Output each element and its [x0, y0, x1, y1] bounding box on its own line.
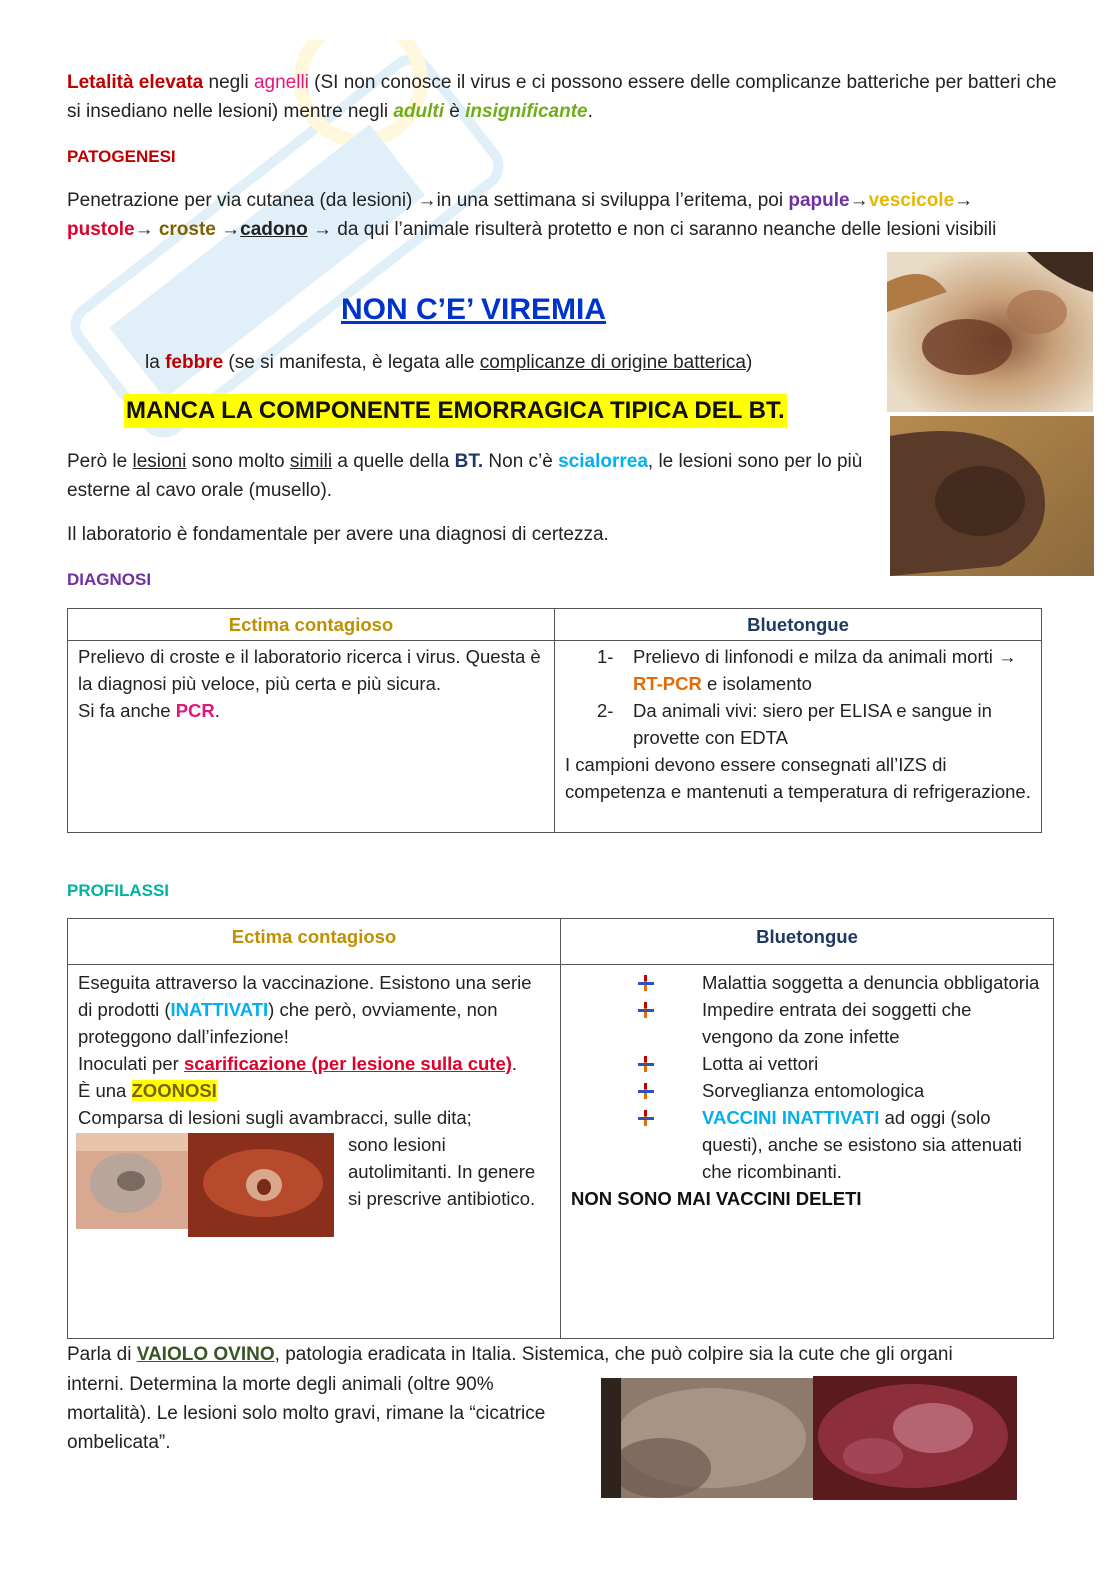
arrow-icon: →: [998, 646, 1017, 667]
text-span: , patologia eradicata in Italia. Sistemica, che può colpire sia la cute che gli organi: [274, 1344, 953, 1365]
pero-paragraph: [67, 447, 867, 505]
pin-bullet-icon: [638, 975, 654, 991]
text-span: e isolamento: [701, 673, 812, 694]
list-item: [638, 1050, 1043, 1077]
vescicole-text: vescicole: [868, 190, 955, 211]
viremia-heading: NON C’E’ VIREMIA: [341, 293, 607, 326]
diagnosi-col-bluetongue: Bluetongue: [555, 609, 1042, 641]
profilassi-ectima-cell: [68, 965, 561, 1339]
block: [78, 1131, 550, 1241]
emorragica-heading: MANCA LA COMPONENTE EMORRAGICA TIPICA DEL BT.: [124, 394, 787, 428]
pin-bullet-icon: [638, 1083, 654, 1099]
block: Comparsa di lesioni sugli avambracci, sulle dita;: [78, 1107, 472, 1128]
text-span: Lotta ai vettori: [702, 1053, 819, 1074]
diagnosi-col-ectima: Ectima contagioso: [68, 609, 555, 641]
inattivati-text: INATTIVATI: [170, 999, 269, 1020]
diagnosi-pcr-line: [78, 697, 544, 724]
text-span: Impedire entrata dei soggetti che vengono da zone infette: [702, 999, 972, 1047]
febbre-paragraph: [145, 348, 865, 377]
profilassi-bt-list: [638, 969, 1043, 1185]
text-span: sono molto: [186, 451, 290, 472]
block: [78, 969, 550, 1050]
text-span: ): [745, 352, 753, 373]
scarificazione-text: scarificazione (per lesione sulla cute): [183, 1053, 512, 1074]
num: 1-: [597, 646, 614, 667]
sheep-muzzle-photo: [890, 416, 1094, 576]
text-span: (SI non conosce il virus e ci possono essere delle complicanze batteriche per batteri che si insediano nelle lesioni) mentre negli: [67, 72, 1057, 122]
arm-lesion-photo: [188, 1133, 334, 1237]
text-span: Prelievo di linfonodi e milza da animali morti: [633, 646, 999, 667]
vaccini-inattivati-text: VACCINI INATTIVATI: [702, 1107, 880, 1128]
block: [78, 1077, 550, 1104]
diagnosi-bt-list: [565, 643, 1031, 751]
text-span: Però le: [67, 451, 133, 472]
diagnosi-ectima-cell: [68, 641, 555, 833]
finger-lesion-photo: [76, 1133, 188, 1229]
sheep-mouth-lesion-photo: [887, 252, 1093, 412]
list-item: [638, 1077, 1043, 1104]
text-span: negli: [203, 72, 254, 93]
simili-text: simili: [289, 451, 333, 472]
profilassi-col-ectima: Ectima contagioso: [68, 919, 561, 965]
letalita-text: Letalità elevata: [67, 72, 204, 93]
pin-bullet-icon: [638, 1056, 654, 1072]
text-span: Malattia soggetta a denuncia obbligatoria: [702, 972, 1040, 993]
list-item: [638, 969, 1043, 996]
arrow-icon: →: [954, 190, 974, 211]
complicanze-text: complicanze di origine batterica: [479, 352, 746, 373]
text-span: .: [587, 101, 593, 122]
patogenesi-heading: PATOGENESI: [67, 147, 176, 166]
text-span: Parla di: [67, 1344, 137, 1365]
cadono-text: cadono: [240, 219, 308, 240]
diagnosi-bluetongue-cell: [555, 641, 1042, 833]
pustole-text: pustole: [67, 219, 135, 240]
list-item: [638, 996, 1043, 1050]
insignificante-text: insignificante: [465, 101, 588, 122]
papule-text: papule: [788, 190, 850, 211]
febbre-text: febbre: [165, 352, 224, 373]
text-span: Non c’è: [483, 451, 559, 472]
text-span: Sorveglianza entomologica: [702, 1080, 925, 1101]
diagnosi-note: I campioni devono essere consegnati all’IZS di competenza e mantenuti a temperatura di refrigerazione.: [565, 754, 1031, 802]
text-span: da qui l’animale risulterà protetto e non ci saranno neanche delle lesioni visibili: [332, 219, 997, 240]
rtpcr-text: RT-PCR: [633, 673, 702, 694]
diagnosi-heading: DIAGNOSI: [67, 570, 152, 589]
text-span: la: [145, 352, 166, 373]
vaiolo-text: VAIOLO OVINO: [136, 1344, 275, 1365]
text-span: Da animali vivi: siero per ELISA e sangue in provette con EDTA: [633, 700, 992, 748]
autolimitanti-text: sono lesioni autolimitanti. In genere si prescrive antibiotico.: [348, 1134, 536, 1209]
text-span: ) che però, ovviamente, non proteggono dall’infezione!: [78, 999, 498, 1047]
text-span: in una settimana si sviluppa l’eritema, poi: [436, 190, 789, 211]
pin-bullet-icon: [638, 1002, 654, 1018]
sheep-skin-photo: [601, 1378, 813, 1498]
profilassi-heading: PROFILASSI: [67, 881, 170, 900]
block: [78, 1050, 550, 1077]
arrow-icon: →: [313, 219, 332, 240]
text-span: , le lesioni sono per lo più esterne al cavo orale (musello).: [67, 451, 863, 501]
profilassi-col-bluetongue: Bluetongue: [561, 919, 1054, 965]
scialorrea-text: scialorrea: [558, 451, 648, 472]
pcr-text: PCR: [175, 700, 215, 721]
text-span: ad oggi (solo questi), anche se esistono sia attenuati che ricombinanti.: [702, 1107, 1022, 1182]
text-span: Eseguita attraverso la vaccinazione. Esistono una serie di prodotti (: [78, 972, 532, 1020]
lesioni-text: lesioni: [132, 451, 187, 472]
agnelli-text: agnelli: [253, 72, 309, 93]
text-span: .: [511, 1053, 518, 1074]
vaiolo-paragraph: interni. Determina la morte degli animali (oltre 90% mortalità). Le lesioni solo molto gravi, rimane la “cicatrice ombelicata”.: [67, 1374, 546, 1453]
patogenesi-paragraph: [67, 186, 1057, 244]
arrow-icon: →: [417, 190, 437, 211]
intro-paragraph: [67, 68, 1057, 126]
diagnosi-left-text: Prelievo di croste e il laboratorio ricerca i virus. Questa è la diagnosi più veloce, più certa e più sicura.: [78, 646, 541, 694]
diagnosi-table: [67, 608, 1042, 833]
list-item: [565, 643, 1031, 697]
croste-text: croste: [153, 219, 222, 240]
text-span: .: [214, 700, 220, 721]
text-span: È una: [78, 1080, 132, 1101]
list-item: [565, 697, 1031, 751]
list-item: [638, 1104, 1043, 1185]
text-span: Penetrazione per via cutanea (da lesioni): [67, 190, 418, 211]
vaiolo-line1: [67, 1340, 1057, 1369]
pin-bullet-icon: [638, 1110, 654, 1126]
arrow-icon: →: [849, 190, 869, 211]
arrow-icon: →: [134, 219, 154, 240]
laboratorio-paragraph: Il laboratorio è fondamentale per avere una diagnosi di certezza.: [67, 524, 609, 545]
arrow-icon: →: [221, 219, 241, 240]
text-span: Si fa anche: [78, 700, 176, 721]
text-span: (se si manifesta, è legata alle: [223, 352, 480, 373]
sheep-organ-photo: [813, 1376, 1017, 1500]
text-span: a quelle della: [332, 451, 455, 472]
bt-text: BT.: [454, 451, 484, 472]
text-span: è: [444, 101, 466, 122]
profilassi-bluetongue-cell: [561, 965, 1054, 1339]
adulti-text: adulti: [393, 101, 445, 122]
zoonosi-text: ZOONOSI: [131, 1080, 217, 1101]
profilassi-table: [67, 918, 1054, 1339]
num: 2-: [597, 700, 614, 721]
text-span: Inoculati per: [78, 1053, 184, 1074]
deleti-text: NON SONO MAI VACCINI DELETI: [571, 1188, 862, 1209]
